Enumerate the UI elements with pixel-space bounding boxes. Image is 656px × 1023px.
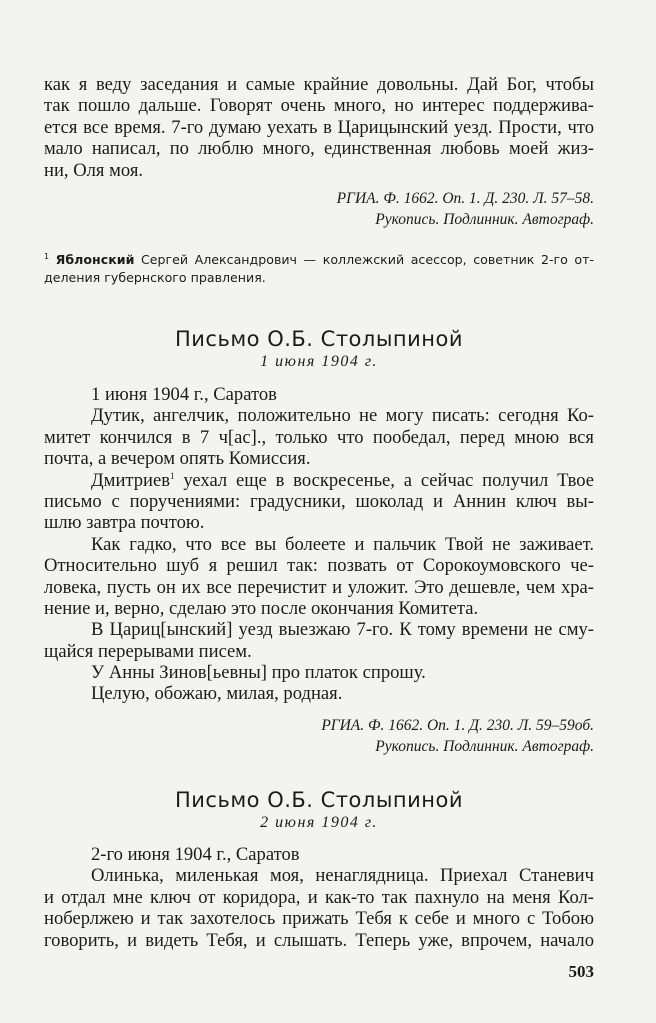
text-line: шлю завтра почтою. [44,512,205,534]
text-line: нение и, верно, сделаю это после окончания Комитета. [44,597,479,619]
text-line: так пошло дальше. Говорят очень много, но интерес поддержива- [44,95,594,117]
citation-line: РГИА. Ф. 1662. Оп. 1. Д. 230. Л. 57–58. [336,190,594,207]
text-line: Относительно шуб я решил так: позвать от Сорокоумовского че- [44,555,594,577]
letter-1-body [44,384,594,705]
footnote-text: Сергей Александрович — коллежский асессор, советник 2-го от- [134,252,594,267]
citation-line: Рукопись. Подлинник. Автограф. [375,211,594,229]
text-line: щайся перерывами писем. [44,640,252,662]
text-line: митет кончился в 7 ч[ас]., только что пообедал, перед мною вся [44,426,594,448]
citation-line: Рукопись. Подлинник. Автограф. [375,738,594,756]
letter-date: 2 июня 1904 г. [260,814,378,831]
text-line: письмо с поручениями: градусники, шоколад и Аннин ключ вы- [44,490,594,512]
text-line: Целую, обожаю, милая, родная. [91,683,343,705]
text-line: мало написал, по люблю много, единственная любовь моей жиз- [44,138,594,160]
continuation-paragraph [44,74,594,181]
archive-citation [44,715,594,758]
text-line: как я веду заседания и самые крайние довольны. Дай Бог, чтобы [44,74,594,95]
footnote-name: Яблонский [55,252,135,267]
name-text: Дмитриев [91,469,171,491]
text-line: Олинька, миленькая моя, ненаглядница. Приехал Станевич [91,865,594,887]
letter-2 [44,789,594,833]
footnote [44,251,594,286]
text-fragment: уехал еще в воскресенье, а сейчас получил Твое [174,469,594,491]
letter-title: Письмо О.Б. Столыпиной [174,327,464,351]
text-line: Как гадко, что все вы болеете и пальчик Твой не заживает. [91,533,594,555]
text-line: Дутик, ангелчик, положительно не могу писать: сегодня Ко- [91,405,594,427]
text-line: В Цариц[ынский] уезд выезжаю 7-го. К тому времени не сму- [91,619,594,641]
place-date: 1 июня 1904 г., Саратов [91,384,277,405]
page-number: 503 [568,962,594,981]
place-date: 2-го июня 1904 г., Саратов [91,844,300,865]
text-line: и отдал мне ключ от коридора, и как-то так пахнуло на меня Кол- [44,886,594,908]
footnote-marker: 1 [44,252,50,261]
text-line: ни, Оля моя. [44,159,144,181]
text-line: говорить, и видеть Тебя, и слышать. Теперь уже, впрочем, начало [44,929,594,951]
text-line: почта, а вечером опять Комиссия. [44,448,311,470]
footnote-text: деления губернского правления. [44,269,266,285]
text-line: ется все время. 7-го думаю уехать в Царицынский уезд. Прости, что [44,116,594,138]
citation-line: РГИА. Ф. 1662. Оп. 1. Д. 230. Л. 59–59об. [321,717,594,734]
text-line: ловека, пусть он их все перечистит и уложит. Это дешевле, чем хра- [44,576,594,598]
archive-citation [44,188,594,231]
text-line [44,470,594,491]
text-line: ноберлжею и так захотелось прижать Тебя к себе и много с Тобою [44,908,594,930]
letter-2-body [44,844,594,951]
letter-date: 1 июня 1904 г. [260,353,378,370]
text-line: У Анны Зинов[ьевны] про платок спрошу. [91,662,426,684]
letter-title: Письмо О.Б. Столыпиной [174,788,464,812]
letter-1 [44,328,594,372]
footnote-ref: 1 [170,470,175,481]
